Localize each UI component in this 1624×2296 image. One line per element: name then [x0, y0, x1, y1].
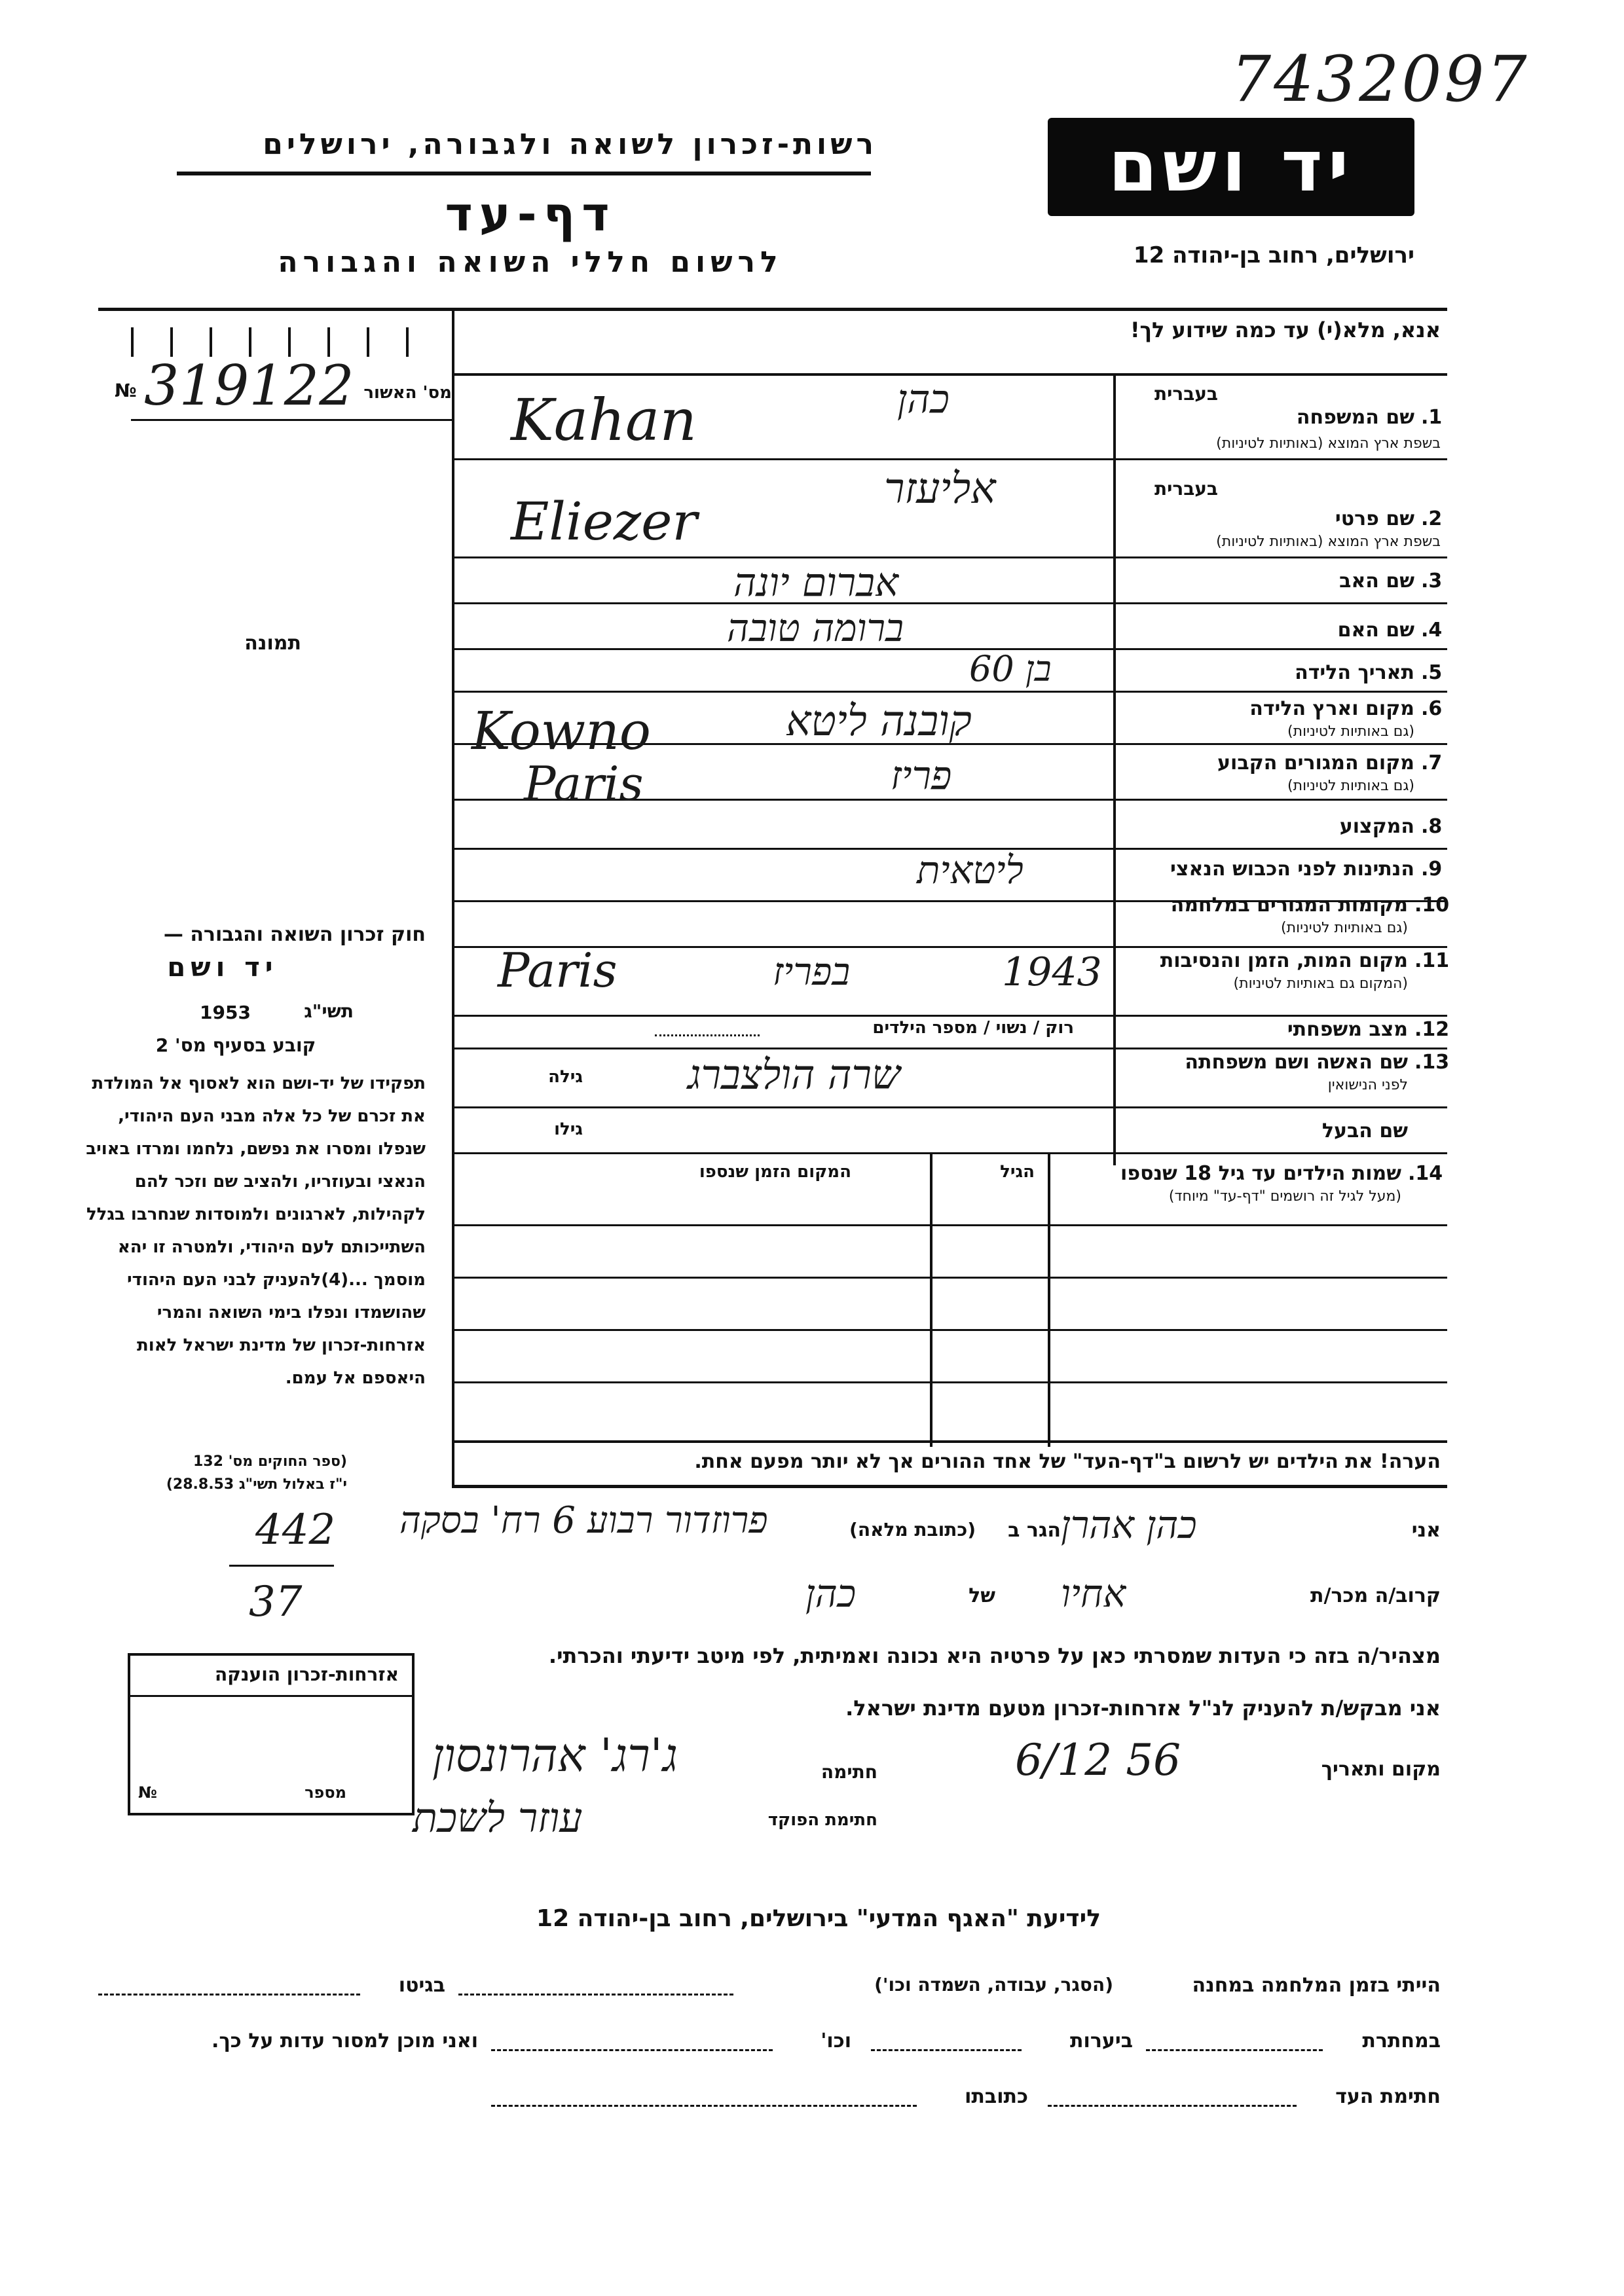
- sidebar-section: קובע בסעיף מס' 2: [155, 1034, 316, 1056]
- witness-i-label: אני: [1411, 1519, 1441, 1542]
- field-13-number: 13.: [1414, 1051, 1450, 1074]
- row-sep: [452, 1152, 1447, 1154]
- row-sep: [452, 556, 1447, 558]
- row-sep: [452, 373, 1447, 376]
- sidebar-year: 1953: [200, 1002, 251, 1023]
- field-9-label: הנתינות לפני הכבוש הנאצי: [1170, 858, 1414, 881]
- field-7-sub: (גם באותיות לטיניות): [1287, 778, 1414, 794]
- main-left-border: [452, 308, 454, 1486]
- form-subtitle: לרשום חללי השואה והגבורה: [278, 246, 783, 279]
- citizenship-box-rule: [130, 1695, 412, 1697]
- children-col-border-2: [930, 1152, 932, 1447]
- witness-relation-value: אחיו: [1061, 1571, 1126, 1616]
- field-7-number: 7.: [1421, 752, 1443, 774]
- sidebar-hand-underline: [229, 1565, 334, 1567]
- sidebar-source-date: י"ז באלול תשי"ג 28.8.53): [166, 1476, 347, 1493]
- bottom-line3-b: כתובתו: [965, 2085, 1028, 2108]
- field-8-number: 8.: [1421, 815, 1443, 838]
- field-2-sub: בשפת ארץ המוצא (באותיות לטיניות): [1216, 534, 1441, 550]
- instruction-text: אנא, מלא(י) עד כמה שידוע לך!: [1130, 318, 1441, 342]
- field-3-number: 3.: [1421, 570, 1443, 592]
- bottom-line2-blank-3[interactable]: [491, 2049, 773, 2051]
- field-6-value-latin: Kowno: [471, 701, 651, 761]
- field-8-label: המקצוע: [1339, 815, 1414, 838]
- bottom-line1-blank-2[interactable]: [98, 1994, 360, 1995]
- children-row-sep: [452, 1224, 1447, 1226]
- yad-vashem-logo: [1048, 118, 1414, 216]
- field-5-number: 5.: [1421, 661, 1443, 684]
- officer-signature-value: עוזר לשכת: [413, 1794, 583, 1842]
- witness-address-value: פרוזדור רבוע 6 רח' בסקה: [399, 1499, 768, 1542]
- sidebar-source: (ספר החוקים מס' 132: [193, 1453, 347, 1470]
- row-sep: [452, 1106, 1447, 1108]
- citizenship-box: [128, 1653, 415, 1815]
- witness-address-hint: (כתובת מלאה): [849, 1519, 976, 1540]
- bottom-line1-b: (הסגר, עבודה, השמדה וכו'): [874, 1974, 1113, 1995]
- registration-number: 319122: [144, 354, 354, 418]
- field-14-col-place: המקום הזמן שנספו: [699, 1162, 851, 1182]
- bottom-line2-a: במחתרת: [1362, 2030, 1441, 2052]
- field-6-number: 6.: [1421, 697, 1443, 720]
- row-sep: [452, 458, 1447, 460]
- sidebar-law-name: יד ושם: [167, 953, 278, 983]
- row-sep: [452, 648, 1447, 650]
- witness-request: אני מבקש/ת להעניק לנ"ל אזרחות-זכרון מטעם מדינת ישראל.: [845, 1696, 1441, 1721]
- field-10-sub: (גם באותיות לטיניות): [1281, 920, 1408, 936]
- place-date-label: מקום ותאריך: [1321, 1758, 1441, 1781]
- witness-of-label: של: [969, 1584, 995, 1607]
- children-row-sep: [452, 1381, 1447, 1383]
- field-12-number: 12.: [1414, 1018, 1450, 1041]
- field-1-value-latin: Kahan: [511, 386, 697, 454]
- field-2-number: 2.: [1421, 507, 1443, 530]
- form-title: דף-עד: [445, 187, 616, 242]
- row-sep: [452, 602, 1447, 604]
- field-6-value-heb: קובנה ליטא: [786, 697, 972, 746]
- signature-value: ג'רג' אהרונסון: [432, 1728, 678, 1782]
- label-column-border: [1113, 373, 1116, 1165]
- field-1-number: 1.: [1421, 406, 1443, 429]
- field-2-value-latin: Eliezer: [511, 491, 697, 552]
- field-9-value: ליטאית: [917, 848, 1024, 892]
- sidebar-body: תפקידו של יד-ושם הוא לאסוף אל המולדת את זכרם של כל אלה מבני העם היהודי, שנפלו ומסרו את נפשם, נלחמו ומרדו באויב הנאצי ובעוזריו, ולהציב שם וזכר להם לקהילות, לארגונים ולמוסדות שנחרבו בגלל השתייכותם לעם היהודי, ולמטרה זו יהא מוסמך ...(4)להעניק לבני העם היהודי שהושמדו ונפלו בימי השואה והמרי אזרחות-זכרון של מדינת ישראל לאות היאספם אל עמם.: [86, 1074, 426, 1388]
- field-13-value: שרה הולצברג: [688, 1051, 900, 1099]
- bottom-line2-d: ואני מוכן למסור עדות על כך.: [212, 2030, 478, 2052]
- children-row-sep: [452, 1277, 1447, 1279]
- archive-number: 7432097: [1231, 43, 1530, 116]
- field-13-label: שם האשה ושם משפחתה: [1185, 1051, 1408, 1074]
- citizenship-box-number-label: מספר: [304, 1783, 346, 1802]
- field-7-value-latin: Paris: [524, 756, 644, 811]
- bottom-line2-b: ביערות: [1070, 2030, 1133, 2052]
- row-sep: [452, 691, 1447, 693]
- field-2-label: שם פרטי: [1335, 507, 1414, 530]
- field-12-label: מצב משפחתי: [1287, 1018, 1408, 1041]
- row-sep: [452, 1048, 1447, 1049]
- field-3-label: שם האב: [1339, 570, 1414, 592]
- field-11-value-heb: בפריז: [773, 949, 851, 994]
- field-6-sub: (גם באותיות לטיניות): [1287, 723, 1414, 740]
- field-2-value-heb: אליעזר: [884, 465, 996, 513]
- field-6-label: מקום וארץ הלידה: [1249, 697, 1414, 720]
- bottom-line2-blank-2[interactable]: [871, 2049, 1022, 2051]
- note-rule: [452, 1485, 1447, 1488]
- husband-age-label: גילו: [554, 1120, 583, 1139]
- field-7-label: מקום המגורים הקבוע: [1217, 752, 1414, 774]
- field-5-value: בן 60: [969, 648, 1052, 689]
- bottom-title: לידיעת "האגף המדעי" בירושלים, רחוב בן-יהודה 12: [536, 1905, 1101, 1932]
- field-1-label: שם המשפחה: [1296, 406, 1414, 429]
- field-2-heb-label: בעברית: [1154, 478, 1218, 500]
- field-11-label: מקום המות, הזמן והנסיבות: [1160, 949, 1408, 972]
- field-1-value-heb: כהן: [897, 376, 950, 422]
- husband-label: שם הבעל: [1321, 1120, 1408, 1142]
- field-14-label: שמות הילדים עד גיל 18 שנספו: [1120, 1162, 1401, 1185]
- children-row-sep: [452, 1440, 1447, 1443]
- sidebar-hand-number-1: 442: [255, 1506, 336, 1554]
- witness-name-value: כהן אהרן: [1061, 1503, 1197, 1547]
- citizenship-box-no-mark: №: [138, 1783, 157, 1802]
- field-13-age-label: גילה: [548, 1067, 583, 1087]
- registration-label: מס' האשור: [363, 383, 452, 403]
- photo-label: תמונה: [244, 632, 301, 655]
- field-10-number: 10.: [1414, 894, 1450, 917]
- field-12-options: רוק / נשוי / מספר הילדים: [872, 1018, 1074, 1038]
- field-7-value-heb: פריז: [891, 753, 952, 799]
- field-4-label: שם האם: [1337, 619, 1414, 642]
- sidebar-law-title: חוק זכרון השואה והגבורה —: [163, 923, 426, 946]
- field-12-children-dots: [655, 1034, 760, 1036]
- field-3-value: אברום יונה: [733, 560, 899, 606]
- logo-text: יד ושם: [1108, 126, 1354, 208]
- bottom-line3-blank-1[interactable]: [1048, 2105, 1297, 2107]
- sidebar-year-heb: תשי"ג: [304, 1000, 354, 1022]
- bottom-line1-blank[interactable]: [458, 1994, 733, 1995]
- witness-declaration: מצהיר/ה בזה כי העדות שמסרתי כאן על פרטיה היא נכונה ואמיתית, לפי מיטב ידיעתי והכרתי.: [548, 1643, 1441, 1668]
- bottom-line3-a: חתימת העד: [1335, 2085, 1441, 2108]
- field-11-sub: (המקום גם באותיות לטיניות): [1233, 975, 1408, 992]
- row-sep: [452, 1015, 1447, 1017]
- signature-label: חתימה: [821, 1761, 877, 1783]
- witness-relative-label: קרוב/ה מכר/ת: [1310, 1584, 1441, 1607]
- children-col-border-1: [1048, 1152, 1050, 1447]
- field-14-sub: (מעל לגיל זה רושמים "דף-עד" מיוחד): [1168, 1188, 1401, 1205]
- witness-relation-of: כהן: [805, 1571, 857, 1616]
- field-4-number: 4.: [1421, 619, 1443, 642]
- authority-title: רשות-זכרון לשואה ולגבורה, ירושלים: [263, 128, 877, 161]
- bottom-line2-c: וכו': [821, 2030, 851, 2052]
- note-text: הערה! את הילדים יש לרשום ב"דף-העד" של אחד ההורים אך לא יותר מפעם אחת.: [694, 1450, 1441, 1473]
- field-13-sub: לפני הנישואין: [1327, 1077, 1408, 1093]
- field-11-value-year: 1943: [1002, 949, 1102, 995]
- field-10-label: מקומות המגורים במלחמה: [1170, 894, 1408, 917]
- officer-signature-label: חתימת הפוקד: [767, 1810, 877, 1830]
- field-11-value-latin: Paris: [498, 943, 618, 998]
- registration-no-mark: №: [115, 380, 137, 401]
- field-9-number: 9.: [1421, 858, 1443, 881]
- field-4-value: ברומה טובה: [727, 606, 904, 650]
- witness-lives-label: הגר ב: [1008, 1519, 1061, 1542]
- field-5-label: תאריך הלידה: [1295, 661, 1414, 684]
- field-1-sub: בשפת ארץ המוצא (באותיות לטיניות): [1216, 435, 1441, 452]
- children-row-sep: [452, 1329, 1447, 1331]
- top-rule: [98, 308, 1447, 311]
- bottom-line2-blank-1[interactable]: [1146, 2049, 1323, 2051]
- date-value: 6/12 56: [1015, 1735, 1181, 1785]
- authority-underline: [177, 172, 871, 175]
- citizenship-box-title: אזרחות-זכרון הוענקה: [215, 1664, 399, 1685]
- registration-rule: [131, 419, 452, 421]
- bottom-line1-c: בגיטו: [398, 1974, 445, 1997]
- header-address: ירושלים, רחוב בן-יהודה 12: [1133, 242, 1414, 268]
- field-14-col-age: הגיל: [1000, 1162, 1035, 1182]
- field-1-heb-label: בעברית: [1154, 383, 1218, 405]
- field-14-number: 14.: [1408, 1162, 1443, 1185]
- bottom-line3-blank-2[interactable]: [491, 2105, 917, 2107]
- field-11-number: 11.: [1414, 949, 1450, 972]
- sidebar-hand-number-2: 37: [249, 1578, 303, 1626]
- bottom-line1-a: הייתי בזמן המלחמה במחנה: [1192, 1974, 1441, 1997]
